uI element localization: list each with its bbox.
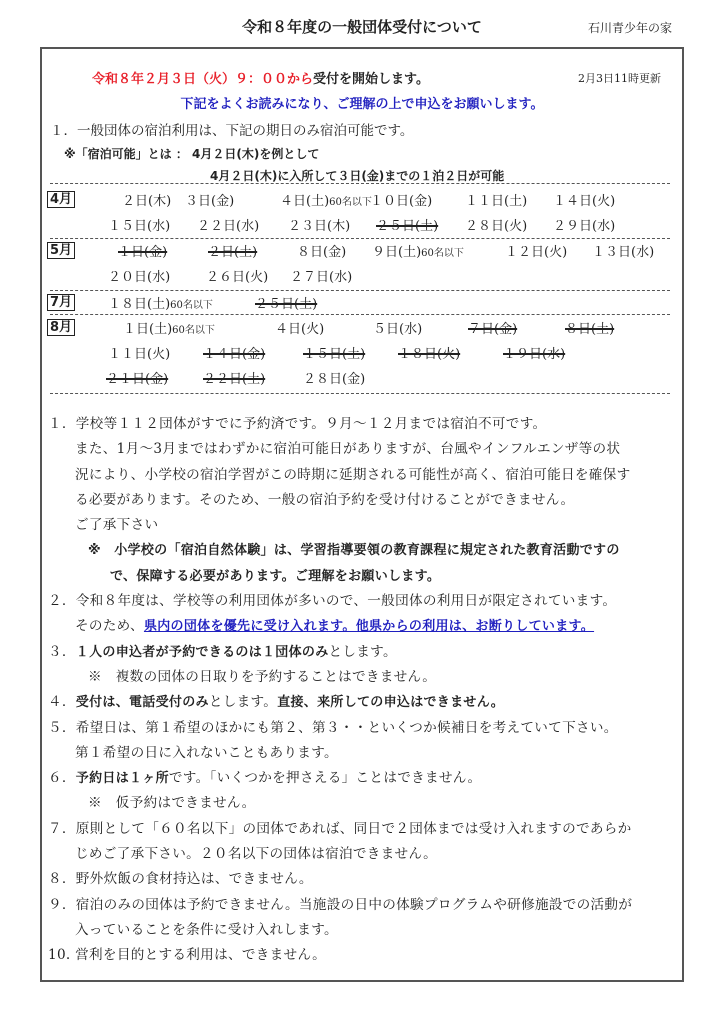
month-label: 8月 — [47, 319, 75, 336]
date-text: ２７日(水) — [290, 270, 353, 285]
date-available — [280, 190, 372, 209]
date-available — [370, 190, 432, 209]
date-text: ２５日(土) — [376, 219, 439, 234]
date-text: １５日(水) — [108, 219, 171, 234]
rule-number: ６． — [48, 770, 76, 787]
date-text: ２９日(水) — [553, 219, 616, 234]
date-available — [108, 343, 170, 362]
date-text: ７日(金) — [468, 322, 518, 337]
organization-name: 石川青少年の家 — [588, 21, 673, 35]
rule-1-note: ※ 小学校の「宿泊自然体験」は、学習指導要領の教育課程に規定された教育活動ですの — [88, 543, 620, 559]
date-unavailable — [398, 343, 460, 362]
date-text: ５日(水) — [373, 322, 423, 337]
date-text: ２２日(水) — [197, 219, 260, 234]
rule-3-note: ※ 複数の団体の日取りを予約することはできません。 — [88, 668, 437, 685]
dashed-divider — [50, 393, 670, 394]
date-available — [108, 215, 170, 234]
rule-1-line: 況により、小学校の宿泊学習がこの時期に延期される可能性が高く、宿泊可能日を確保す — [75, 466, 631, 483]
date-text: ８日(土) — [565, 322, 615, 337]
rule-5-line: ５．希望日は、第１希望のほかにも第２、第３・・といくつか候補日を考えていて下さい。 — [48, 719, 618, 736]
date-available — [505, 241, 567, 260]
rule-10: 10. 営利を目的とする利用は、できません。 — [48, 947, 327, 964]
rule-4-bold: 受付は、電話受付のみ — [75, 695, 209, 711]
date-unavailable — [203, 368, 265, 387]
dashed-divider — [50, 238, 670, 239]
rule-7-line: ７．原則として「６０名以下」の団体であれば、同日で２団体までは受け入れますのであらか — [48, 820, 632, 837]
rule-4-bold: 直接、来所しての申込はできません。 — [277, 695, 505, 711]
date-text: ２０日(水) — [108, 270, 171, 285]
capacity-note: 60名以下 — [329, 197, 372, 208]
rule-1-note: で、保障する必要があります。ご理解をお願いします。 — [110, 568, 441, 584]
rule-4-mid: とします。 — [208, 694, 278, 711]
month-label: 4月 — [47, 191, 75, 208]
date-text: ４日(火) — [275, 322, 325, 337]
date-text: ８日(金) — [297, 245, 347, 260]
rule-6 — [48, 766, 632, 791]
date-unavailable — [468, 318, 517, 337]
date-text: １０日(金) — [370, 194, 433, 209]
date-text: ２１日(金) — [106, 372, 169, 387]
date-text: ２２日(土) — [203, 372, 266, 387]
rule-number: ３． — [48, 643, 76, 660]
rule-9-line: 入っていることを条件に受け入れします。 — [75, 921, 338, 938]
notice-line: 下記をよくお読みになり、ご理解の上で申込をお願いします。 — [180, 97, 544, 112]
reception-start — [92, 68, 429, 87]
rule-8: ８．野外炊飯の食材持込は、できません。 — [48, 871, 313, 888]
date-text: ９日(土) — [372, 245, 422, 260]
dashed-divider — [50, 290, 670, 291]
date-available — [465, 190, 527, 209]
rule-5-line: 第１希望の日に入れないこともあります。 — [75, 744, 338, 761]
rule-6-note: ※ 仮予約はできません。 — [88, 795, 256, 812]
date-text: １８日(土) — [108, 297, 171, 312]
start-datetime: 令和８年２月３日（火）９：００から — [92, 72, 314, 87]
rule-1-line: る必要があります。そのため、一般の宿泊予約を受け付けることができません。 — [75, 491, 575, 508]
date-available — [373, 318, 422, 337]
date-available — [592, 241, 654, 260]
rule-3 — [48, 640, 632, 665]
date-available — [108, 266, 170, 285]
prefecture-priority-notice: 県内の団体を優先に受け入れます。他県からの利用は、お断りしています。 — [143, 619, 595, 635]
dashed-divider — [50, 314, 670, 315]
date-available — [185, 190, 234, 209]
rule-1-intro: １．一般団体の宿泊利用は、下記の期日のみ宿泊可能です。 — [50, 123, 414, 139]
date-text: １日(金) — [118, 245, 168, 260]
month-label: 5月 — [47, 242, 75, 259]
date-text: ２８日(金) — [303, 372, 366, 387]
date-text: １２日(火) — [505, 245, 568, 260]
date-unavailable — [255, 293, 317, 312]
month-label: 7月 — [47, 294, 75, 311]
rule-number: ４． — [48, 694, 76, 711]
date-available — [108, 293, 213, 312]
date-text: １４日(火) — [553, 194, 616, 209]
date-text: ２日(土) — [208, 245, 258, 260]
date-unavailable — [503, 343, 565, 362]
date-text: ２５日(土) — [255, 297, 318, 312]
date-text: １９日(水) — [503, 347, 566, 362]
date-available — [197, 215, 259, 234]
date-text: １８日(火) — [398, 347, 461, 362]
date-available — [290, 266, 352, 285]
rule-2-line — [48, 614, 632, 639]
date-available — [303, 368, 365, 387]
date-unavailable — [208, 241, 257, 260]
capacity-note: 60名以下 — [421, 248, 464, 259]
page-title: 令和８年度の一般団体受付について — [242, 18, 482, 36]
rule-1-line: ご了承下さい — [75, 517, 159, 534]
date-available — [553, 190, 615, 209]
date-text: ３日(金) — [185, 194, 235, 209]
rule-7-line: じめご了承下さい。２０名以下の団体は宿泊できません。 — [75, 846, 438, 863]
date-text: １４日(金) — [203, 347, 266, 362]
rule-1-line: また、1月～3月まではわずかに宿泊可能日がありますが、台風やインフルエンザ等の状 — [75, 441, 621, 458]
date-text: ２日(木) — [122, 194, 172, 209]
date-available — [122, 190, 171, 209]
rule-1-line: １．学校等１１２団体がすでに予約済です。９月～１２月までは宿泊不可です。 — [48, 416, 547, 432]
date-available — [372, 241, 464, 260]
rule-4 — [48, 690, 632, 715]
date-unavailable — [565, 318, 614, 337]
rule-3-rest: とします。 — [328, 643, 397, 660]
capacity-note: 60名以下 — [172, 325, 215, 336]
availability-note-detail: 4月２日(木)に入所して３日(金)までの１泊２日が可能 — [210, 169, 505, 183]
date-text: ２６日(火) — [206, 270, 269, 285]
date-text: ４日(土) — [280, 194, 330, 209]
rule-9-line: ９．宿泊のみの団体は予約できません。当施設の日中の体験プログラムや研修施設での活動が — [48, 896, 633, 913]
date-text: １日(土) — [123, 322, 173, 337]
date-available — [123, 318, 215, 337]
capacity-note: 60名以下 — [170, 300, 213, 311]
dashed-divider — [50, 183, 670, 184]
date-text: １１日(土) — [465, 194, 528, 209]
rule-6-rest: です。「いくつかを押さえる」ことはできません。 — [168, 770, 482, 787]
rule-2-line: ２．令和８年度は、学校等の利用団体が多いので、一般団体の利用日が限定されています。 — [48, 593, 617, 610]
date-available — [465, 215, 527, 234]
date-unavailable — [106, 368, 168, 387]
date-available — [206, 266, 268, 285]
date-unavailable — [376, 215, 438, 234]
updated-time: 2月3日11時更新 — [578, 72, 661, 85]
date-unavailable — [203, 343, 265, 362]
start-text: 受付を開始します。 — [313, 72, 429, 87]
date-unavailable — [303, 343, 365, 362]
date-available — [275, 318, 324, 337]
rule-2-prefix: そのため、 — [75, 618, 144, 635]
rules-list — [48, 412, 632, 969]
date-text: １５日(土) — [303, 347, 366, 362]
date-available — [297, 241, 346, 260]
rule-3-bold: １人の申込者が予約できるのは１団体のみ — [75, 644, 329, 660]
date-text: １３日(水) — [592, 245, 655, 260]
date-available — [288, 215, 350, 234]
date-unavailable — [118, 241, 167, 260]
date-text: ２３日(木) — [288, 219, 351, 234]
date-available — [553, 215, 615, 234]
date-text: １１日(火) — [108, 347, 171, 362]
date-text: ２８日(火) — [465, 219, 528, 234]
availability-note: ※「宿泊可能」とは ： 4月２日(木)を例として — [64, 147, 320, 161]
rule-6-bold: 予約日は１ヶ所 — [75, 771, 169, 787]
